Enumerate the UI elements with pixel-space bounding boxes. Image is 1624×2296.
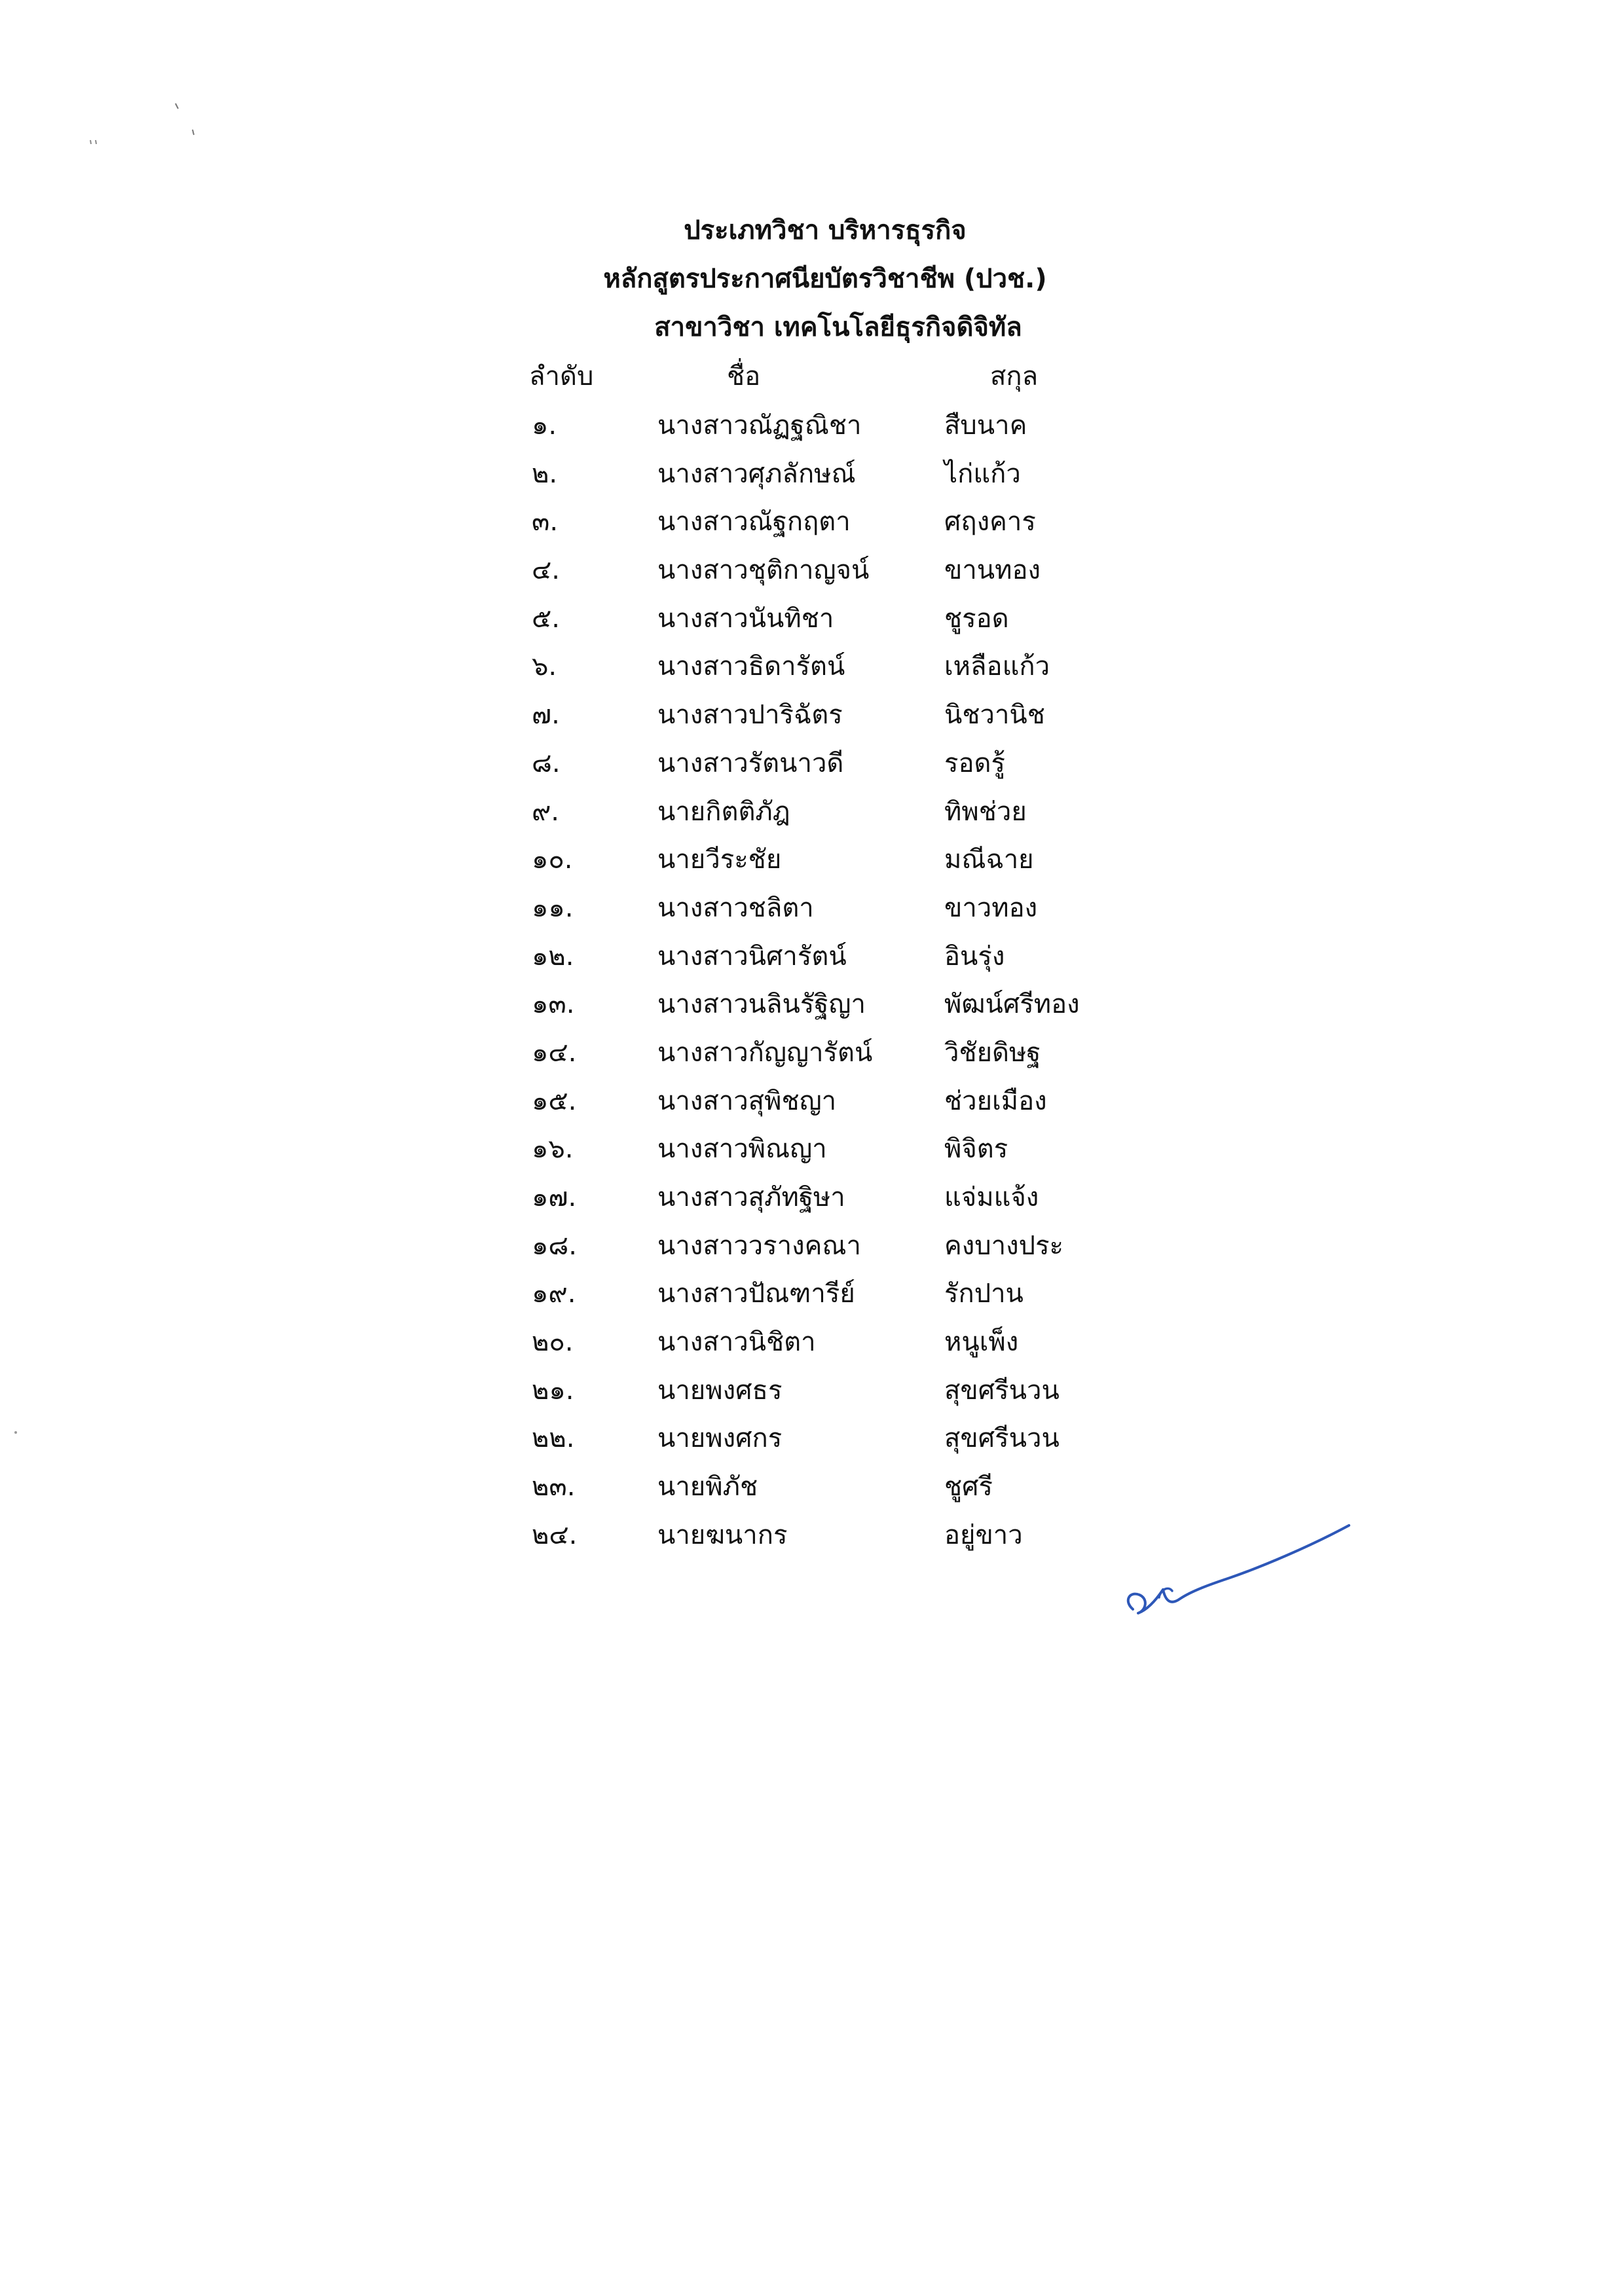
row-number: ๑๒. (532, 941, 574, 972)
row-last-name: ศฤงคาร (944, 507, 1036, 538)
table-row (0, 502, 1624, 551)
row-number: ๓. (532, 507, 559, 538)
table-row (0, 840, 1624, 888)
row-first-name: นางสาวชุติกาญจน์ (657, 555, 870, 586)
row-last-name: สุขศรีนวน (944, 1375, 1060, 1406)
row-number: ๒๒. (532, 1423, 575, 1454)
row-number: ๑๙. (532, 1279, 576, 1309)
row-first-name: นางสาวศุภลักษณ์ (657, 458, 856, 489)
row-first-name: นายพงศธร (657, 1375, 783, 1406)
row-number: ๕. (532, 603, 560, 634)
table-row (0, 1371, 1624, 1419)
name-list (0, 406, 1624, 1564)
row-first-name: นางสาวธิดารัตน์ (657, 651, 845, 682)
row-last-name: คงบางประ (944, 1230, 1064, 1261)
table-row (0, 1033, 1624, 1082)
row-first-name: นางสาวนันทิชา (657, 603, 834, 634)
row-last-name: มณีฉาย (944, 845, 1034, 875)
table-row (0, 1322, 1624, 1371)
row-last-name: นิชวานิช (944, 700, 1045, 731)
row-last-name: ไก่แก้ว (944, 458, 1021, 489)
row-last-name: เหลือแก้ว (944, 651, 1050, 682)
row-last-name: รักปาน (944, 1279, 1024, 1309)
row-first-name: นางสาวรัตนาวดี (657, 748, 844, 778)
row-first-name: นายพิภัช (657, 1472, 758, 1503)
row-last-name: ชูรอด (944, 603, 1009, 634)
row-first-name: นางสาวนิศารัตน์ (657, 941, 847, 972)
row-last-name: พัฒน์ศรีทอง (944, 989, 1080, 1020)
row-last-name: สุขศรีนวน (944, 1423, 1060, 1454)
table-row (0, 985, 1624, 1033)
row-number: ๑๐. (532, 845, 573, 875)
row-last-name: หนูเพ็ง (944, 1327, 1019, 1358)
row-first-name: นางสาวปาริฉัตร (657, 700, 843, 731)
table-row (0, 1419, 1624, 1467)
row-number: ๑๓. (532, 989, 575, 1020)
row-number: ๑๘. (532, 1230, 577, 1261)
title-line-1: ประเภทวิชา บริหารธุรกิจ (684, 215, 967, 246)
row-number: ๑. (532, 410, 557, 441)
row-number: ๑๔. (532, 1037, 577, 1068)
row-last-name: รอดรู้ (944, 748, 1005, 778)
row-first-name: นางสาวณัฐกฤตา (657, 507, 851, 538)
row-last-name: ขานทอง (944, 555, 1041, 586)
row-first-name: นางสาวชลิตา (657, 892, 814, 923)
row-first-name: นางสาวพิณญา (657, 1134, 827, 1165)
row-number: ๒๑. (532, 1375, 574, 1406)
table-row (0, 551, 1624, 599)
table-row (0, 792, 1624, 841)
row-last-name: พิจิตร (944, 1134, 1008, 1165)
row-first-name: นางสาววรางคณา (657, 1230, 861, 1261)
row-first-name: นายฆนากร (657, 1520, 788, 1550)
row-last-name: อยู่ขาว (944, 1520, 1023, 1550)
row-first-name: นายวีระชัย (657, 845, 782, 875)
row-last-name: ขาวทอง (944, 892, 1038, 923)
row-number: ๒. (532, 458, 558, 489)
table-row (0, 1274, 1624, 1322)
row-number: ๑๑. (532, 892, 574, 923)
row-last-name: สืบนาค (944, 410, 1027, 441)
table-row (0, 1178, 1624, 1226)
row-first-name: นายกิตติภัฎ (657, 796, 790, 827)
table-row (0, 1516, 1624, 1564)
table-row (0, 1467, 1624, 1516)
row-last-name: อินรุ่ง (944, 941, 1005, 972)
table-row (0, 454, 1624, 503)
table-row (0, 888, 1624, 937)
signature-mark (1120, 1486, 1356, 1630)
table-row (0, 937, 1624, 985)
row-number: ๑๗. (532, 1182, 577, 1212)
row-first-name: นางสาวณัฏฐณิชา (657, 410, 862, 441)
row-last-name: วิชัยดิษฐ (944, 1037, 1041, 1068)
table-row (0, 599, 1624, 647)
row-number: ๒๔. (532, 1520, 578, 1550)
row-first-name: นางสาวนลินรัฐิญา (657, 989, 866, 1020)
title-line-2: หลักสูตรประกาศนียบัตรวิชาชีพ (ปวช.) (603, 264, 1047, 294)
row-last-name: ชูศรี (944, 1472, 993, 1503)
header-first-name: ชื่อ (727, 361, 761, 392)
row-number: ๑๕. (532, 1085, 577, 1116)
table-row (0, 1129, 1624, 1178)
row-first-name: นางสาวสุภัทฐิษา (657, 1182, 845, 1212)
title-line-3: สาขาวิชา เทคโนโลยีธุรกิจดิจิทัล (654, 312, 1022, 342)
row-first-name: นางสาวสุพิชญา (657, 1085, 837, 1116)
row-last-name: แจ่มแจ้ง (944, 1182, 1039, 1212)
row-last-name: ทิพช่วย (944, 796, 1027, 827)
table-row (0, 647, 1624, 695)
row-last-name: ช่วยเมือง (944, 1085, 1047, 1116)
row-first-name: นางสาวปัณฑารีย์ (657, 1279, 855, 1309)
row-first-name: นางสาวกัญญารัตน์ (657, 1037, 873, 1068)
header-number: ลำดับ (529, 361, 594, 392)
row-number: ๒๐. (532, 1327, 574, 1358)
table-row (0, 1082, 1624, 1130)
row-number: ๗. (532, 700, 560, 731)
row-number: ๔. (532, 555, 560, 586)
table-row (0, 744, 1624, 792)
row-number: ๒๓. (532, 1472, 576, 1503)
table-row (0, 695, 1624, 744)
row-number: ๘. (532, 748, 561, 778)
row-first-name: นายพงศกร (657, 1423, 783, 1454)
row-first-name: นางสาวนิชิตา (657, 1327, 816, 1358)
row-number: ๑๖. (532, 1134, 574, 1165)
table-row (0, 1226, 1624, 1275)
row-number: ๖. (532, 651, 557, 682)
row-number: ๙. (532, 796, 560, 827)
table-row (0, 406, 1624, 454)
header-last-name: สกุล (990, 361, 1039, 392)
